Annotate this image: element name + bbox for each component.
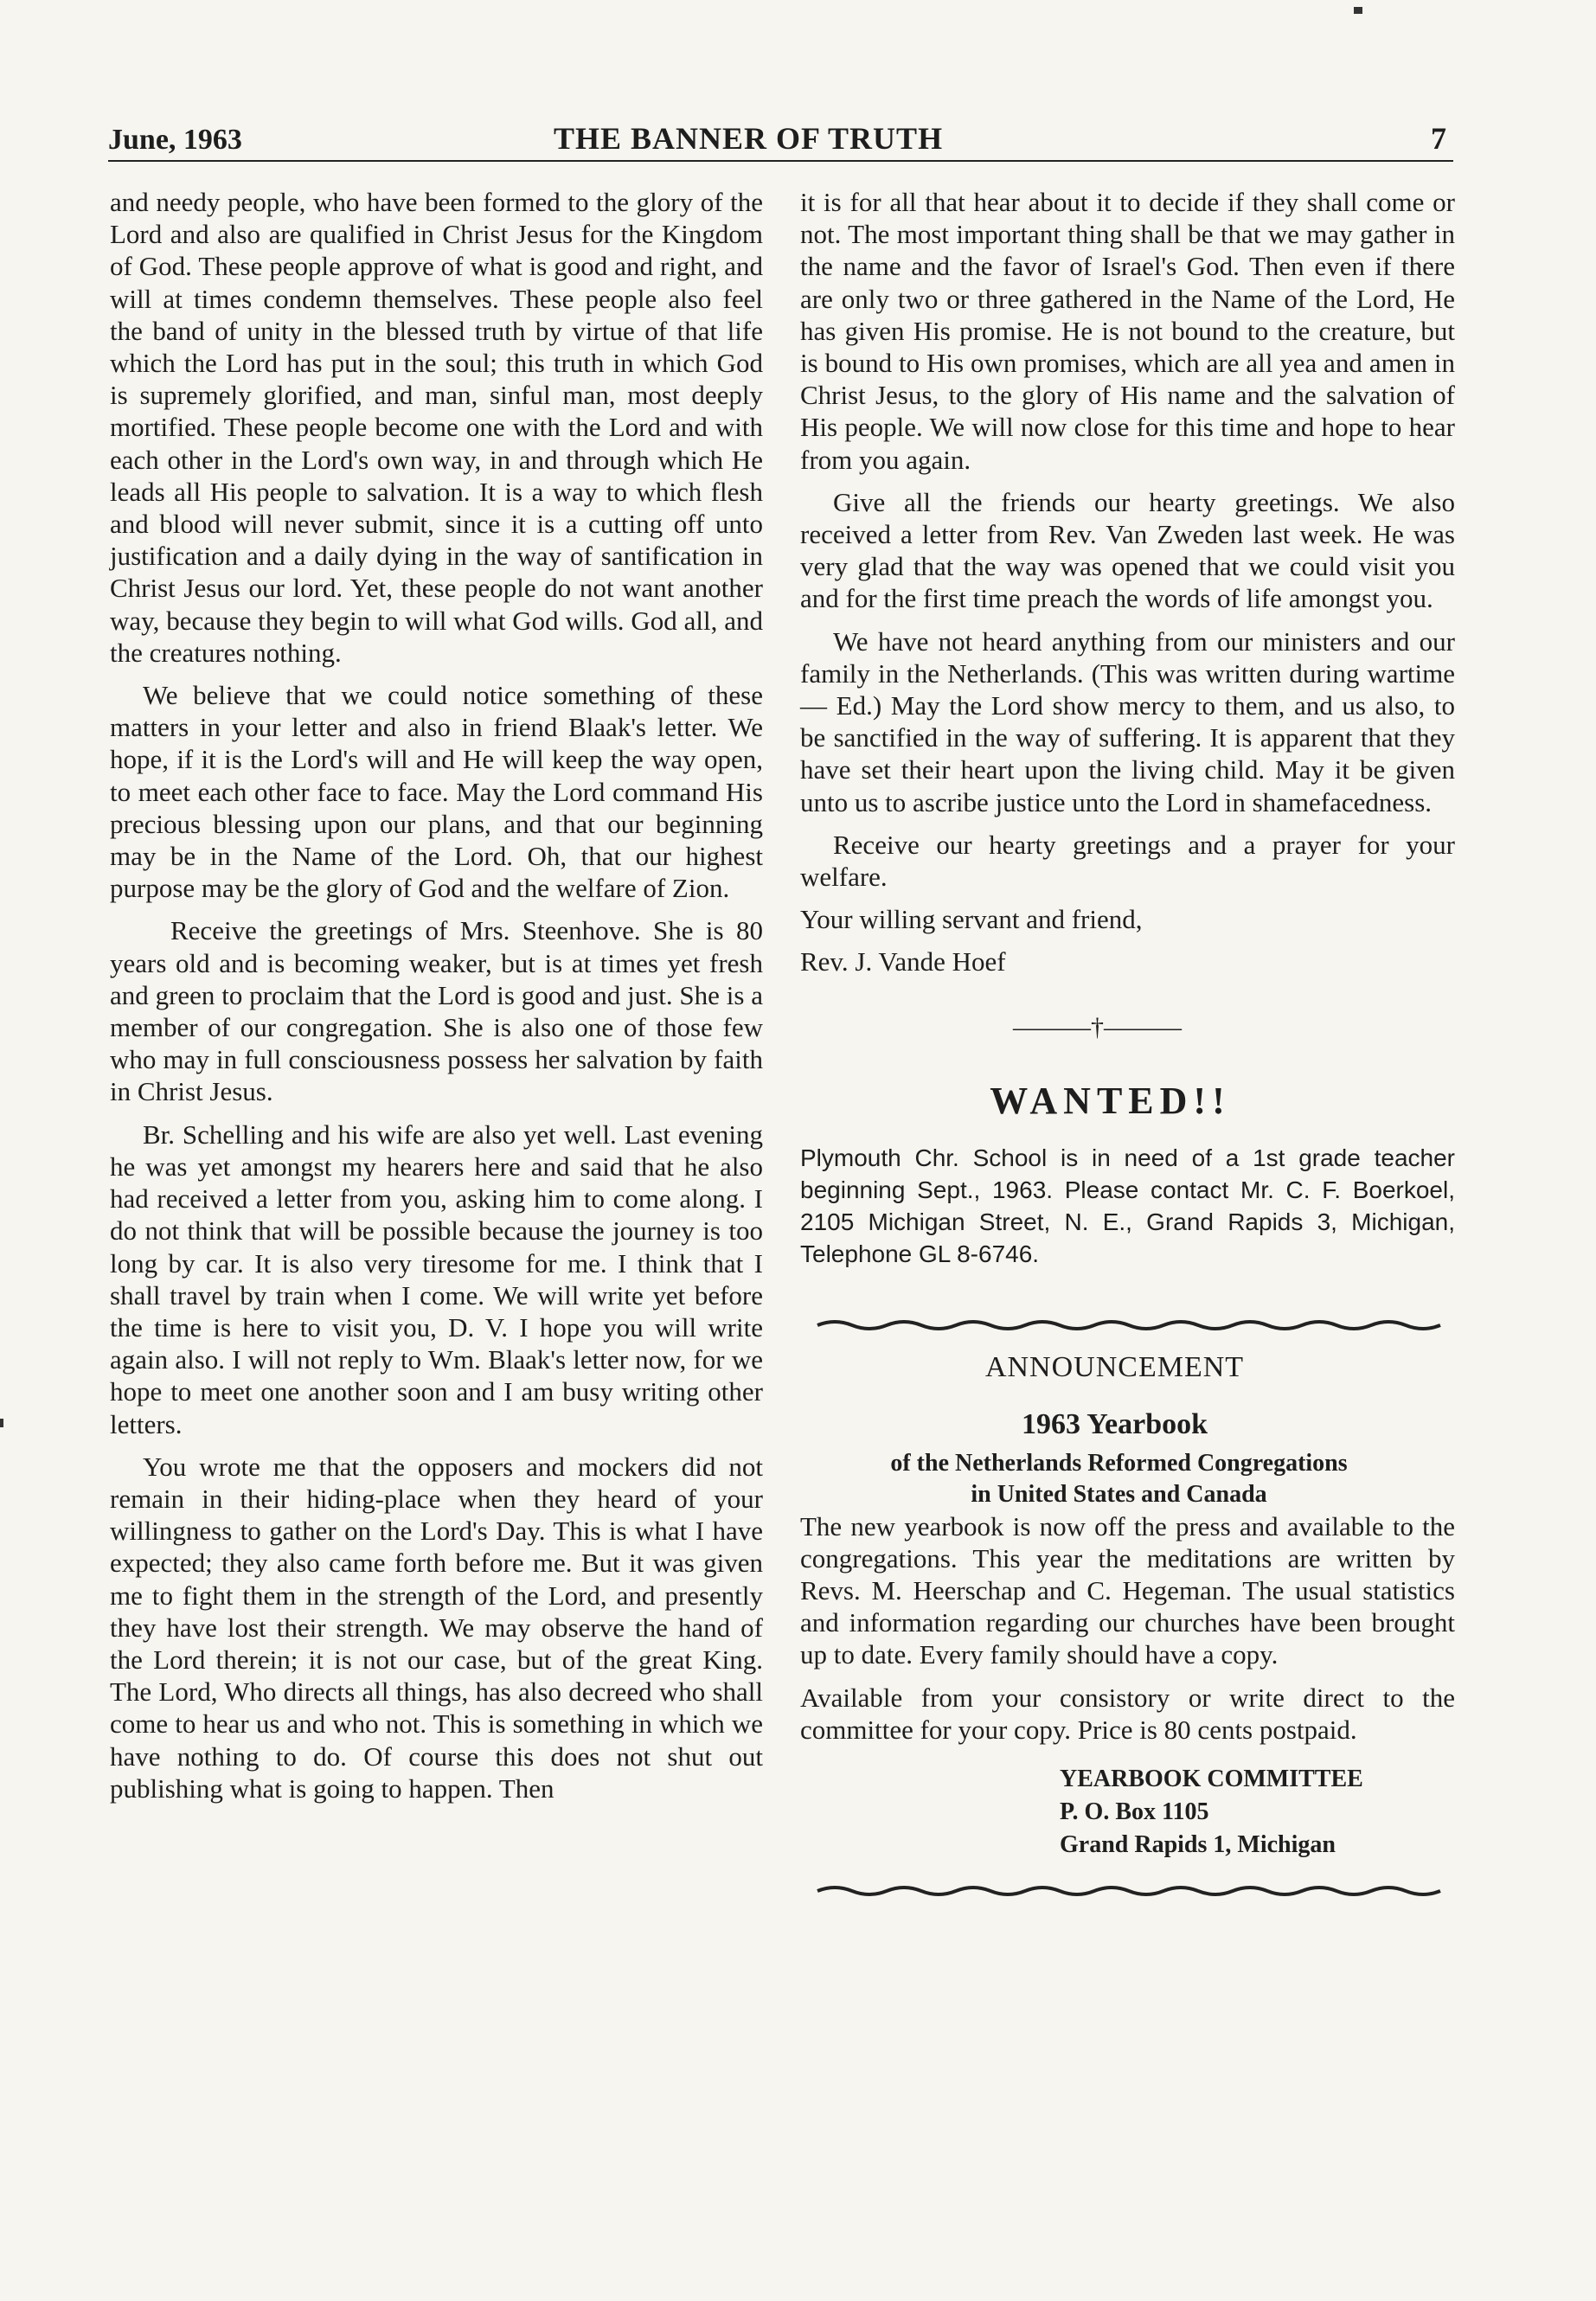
right-paragraph-1: it is for all that hear about it to decide if they shall come or not. The most important thing shall be that we may gather in the name and the favor of Israel's God. Then even if there are only two or three gathered in the Name of the Lord, He has given His promise. He is not bound to the creature, but is bound to His own promises, which are all yea and amen in Christ Jesus, to the glory of His name and the salvation of His people. We will now close for this time and hope to hear from you again. bbox=[800, 187, 1455, 475]
left-column bbox=[110, 186, 763, 1815]
committee-city: Grand Rapids 1, Michigan bbox=[1060, 1831, 1336, 1859]
left-paragraph-5: You wrote me that the opposers and mockers did not remain in their hiding-place when they heard of your willingness to gather on the Lord's Day. This is what I have expected; they also came forth before me. But it was given me to fight them in the strength of the Lord, and presently they have lost their strength. We may observe the hand of the Lord therein; it is not our case, but of the great King. The Lord, Who directs all things, has also decreed who shall come to hear us and who not. This is something in which we have nothing to do. Of course this does not shut out publishing what is going to happen. Then bbox=[110, 1451, 763, 1804]
scan-mark-top bbox=[1354, 7, 1362, 14]
left-paragraph-2: We believe that we could notice something of these matters in your letter and also in friend Blaak's letter. We hope, if it is the Lord's will and He will keep the way open, to meet each other face to face. May the Lord command His precious blessing upon our plans, and that our beginning may be in the Name of the Lord. Oh, that our highest purpose may be the glory of God and the welfare of Zion. bbox=[110, 680, 763, 904]
page-number: 7 bbox=[1431, 121, 1446, 156]
announcement-paragraph-1: The new yearbook is now off the press and available to the congregations. This year the meditations are written by Revs. M. Heerschap and C. Hegeman. The usual statistics and information regarding our churches have been brought up to date. Every family should have a copy. bbox=[800, 1510, 1455, 1670]
yearbook-subtitle-line-2: in United States and Canada bbox=[971, 1480, 1267, 1508]
page-header bbox=[108, 117, 1453, 162]
committee-name: YEARBOOK COMMITTEE bbox=[1060, 1766, 1363, 1793]
issue-date: June, 1963 bbox=[108, 124, 242, 156]
scan-mark-left bbox=[0, 1419, 3, 1427]
publication-title: THE BANNER OF TRUTH bbox=[554, 121, 944, 156]
wanted-notice: Plymouth Chr. School is in need of a 1st grade teacher beginning Sept., 1963. Please contact Mr. C. F. Boerkoel, 2105 Michigan Street, N. E., Grand Rapids 3, Michigan, Telephone GL 8-6746. bbox=[800, 1144, 1455, 1267]
committee-address bbox=[1060, 1763, 1455, 1862]
left-paragraph-3: Receive the greetings of Mrs. Steenhove. She is 80 years old and is becoming weaker, but is at times yet fresh and green to proclaim that the Lord is good and just. She is a member of our congregation. She is also one of those few who may in full consciousness possess her salvation by faith in Christ Jesus. bbox=[110, 915, 763, 1107]
right-paragraph-2: Give all the friends our hearty greetings. We also received a letter from Rev. Van Zweden last week. He was very glad that the way was opened that we could visit you and for the first time preach the words of life amongst you. bbox=[800, 486, 1455, 614]
yearbook-subtitle bbox=[783, 1448, 1455, 1510]
announcement-heading: ANNOUNCEMENT bbox=[984, 1350, 1245, 1383]
right-paragraph-3: We have not heard anything from our ministers and our family in the Netherlands. (This was written during wartime — Ed.) May the Lord show mercy to them, and us also, to be sanctified in the way of suffering. It is apparent that they have set their heart upon the living child. May it be given unto us to ascribe justice unto the Lord in shamefacedness. bbox=[800, 625, 1455, 817]
cross-separator: ———†——— bbox=[1013, 1012, 1182, 1042]
left-paragraph-4: Br. Schelling and his wife are also yet well. Last evening he was yet amongst my hearers here and said that he also had received a letter from you, asking him to come along. I do not think that will be possible because the journey is too long by car. It is also very tiresome for me. I think that I shall travel by train when I come. We will write yet before the time is here to visit you, D. V. I hope you will write again also. I will not reply to Wm. Blaak's letter now, for we hope to meet one another soon and I am busy writing other letters. bbox=[110, 1118, 763, 1439]
letter-closing: Your willing servant and friend, bbox=[800, 904, 1143, 935]
wavy-rule-bottom bbox=[800, 1881, 1455, 1898]
right-column bbox=[800, 186, 1455, 1898]
wanted-heading: WANTED!! bbox=[990, 1079, 1231, 1122]
committee-box: P. O. Box 1105 bbox=[1060, 1798, 1209, 1826]
announcement-paragraph-2: Available from your consistory or write direct to the committee for your copy. Price is 80 cents postpaid. bbox=[800, 1682, 1455, 1745]
yearbook-title: 1963 Yearbook bbox=[1021, 1407, 1208, 1440]
right-paragraph-4: Receive our hearty greetings and a prayer for your welfare. bbox=[800, 829, 1455, 893]
wavy-rule-top bbox=[800, 1315, 1455, 1332]
yearbook-subtitle-line-1: of the Netherlands Reformed Congregations bbox=[890, 1449, 1348, 1477]
letter-signature: Rev. J. Vande Hoef bbox=[800, 946, 1006, 977]
left-paragraph-1: and needy people, who have been formed to the glory of the Lord and also are qualified in Christ Jesus for the Kingdom of God. These people approve of what is good and right, and will at times condemn themselves. These people also feel the band of unity in the blessed truth by virtue of that life which the Lord has put in the soul; this truth in which God is supremely glorified, and man, sinful man, most deeply mortified. These people become one with the Lord and with each other in the Lord's own way, in and through which He leads all His people to salvation. It is a way to which flesh and blood will never submit, since it is a cutting off unto justification and a daily dying in the way of santification in Christ Jesus our lord. Yet, these people do not want another way, because they begin to will what God wills. God all, and the creatures nothing. bbox=[110, 187, 763, 668]
